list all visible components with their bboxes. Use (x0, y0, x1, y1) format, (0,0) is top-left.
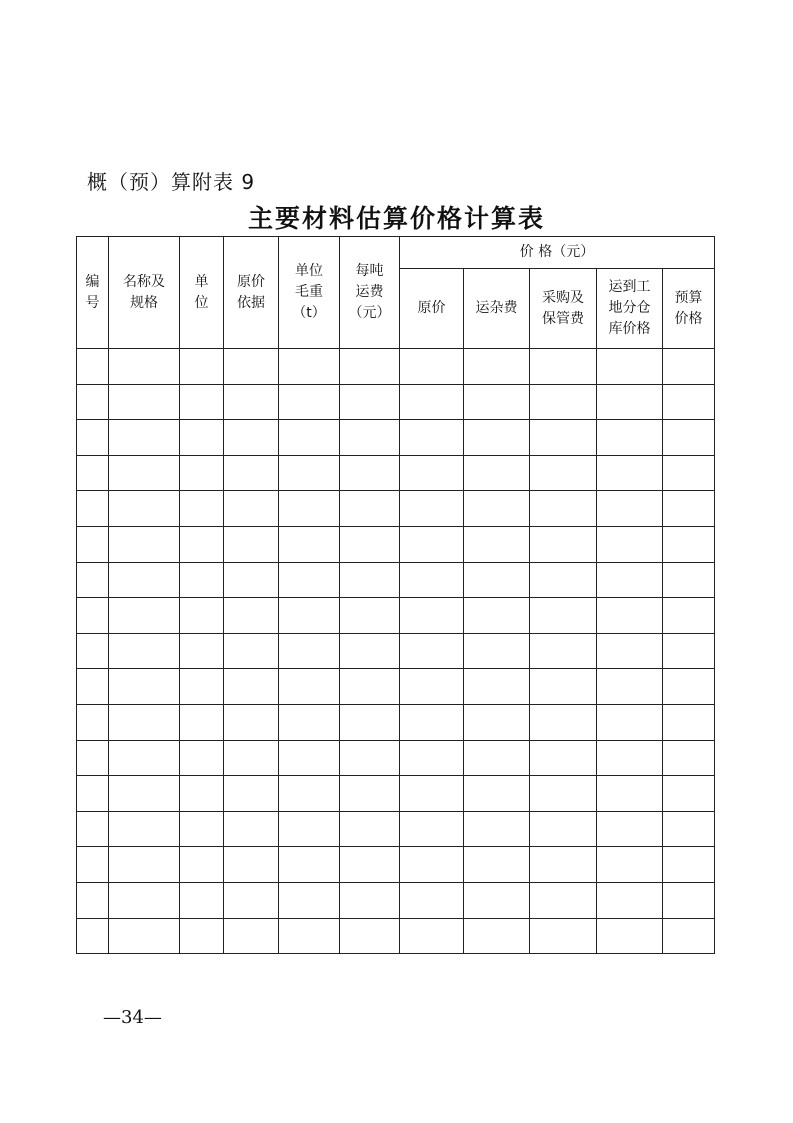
table-cell (279, 776, 340, 812)
table-cell (340, 455, 400, 491)
table-row (77, 776, 715, 812)
table-cell (400, 384, 464, 420)
table-cell (109, 882, 180, 918)
table-cell (180, 562, 224, 598)
table-cell (180, 420, 224, 456)
table-cell (109, 776, 180, 812)
material-price-table (76, 236, 715, 954)
table-cell (597, 384, 663, 420)
table-row (77, 598, 715, 634)
table-cell (663, 562, 715, 598)
col-header-unit-weight: 单位 毛重 （t） (279, 237, 340, 349)
table-cell (663, 491, 715, 527)
table-cell (279, 704, 340, 740)
table-cell (77, 633, 109, 669)
table-cell (597, 740, 663, 776)
table-cell (109, 598, 180, 634)
table-cell (279, 740, 340, 776)
table-cell (224, 847, 279, 883)
table-cell (109, 811, 180, 847)
table-cell (279, 491, 340, 527)
table-cell (77, 669, 109, 705)
table-cell (279, 349, 340, 385)
table-cell (530, 740, 597, 776)
table-cell (597, 882, 663, 918)
table-cell (224, 562, 279, 598)
table-cell (340, 704, 400, 740)
table-cell (109, 491, 180, 527)
table-cell (180, 847, 224, 883)
table-cell (180, 669, 224, 705)
table-cell (530, 669, 597, 705)
col-header-warehouse-price: 运到工 地分仓 库价格 (597, 269, 663, 349)
table-cell (597, 455, 663, 491)
table-cell (400, 918, 464, 954)
table-row (77, 740, 715, 776)
table-cell (530, 776, 597, 812)
table-cell (400, 598, 464, 634)
col-header-name-spec: 名称及 规格 (109, 237, 180, 349)
table-cell (663, 847, 715, 883)
table-row (77, 918, 715, 954)
table-cell (340, 526, 400, 562)
table-cell (180, 526, 224, 562)
table-cell (464, 669, 530, 705)
table-cell (400, 882, 464, 918)
table-cell (224, 384, 279, 420)
table-cell (464, 740, 530, 776)
table-cell (77, 420, 109, 456)
table-cell (180, 882, 224, 918)
table-cell (340, 491, 400, 527)
table-cell (340, 669, 400, 705)
table-cell (77, 776, 109, 812)
table-cell (663, 384, 715, 420)
table-cell (530, 633, 597, 669)
page-number: —34— (103, 1007, 162, 1028)
table-cell (180, 455, 224, 491)
table-cell (340, 847, 400, 883)
table-cell (597, 491, 663, 527)
table-row (77, 455, 715, 491)
table-cell (109, 562, 180, 598)
col-header-orig-price: 原价 (400, 269, 464, 349)
table-cell (279, 918, 340, 954)
table-cell (77, 882, 109, 918)
table-cell (224, 420, 279, 456)
table-cell (464, 918, 530, 954)
table-cell (224, 776, 279, 812)
table-cell (340, 811, 400, 847)
table-cell (464, 598, 530, 634)
table-cell (340, 882, 400, 918)
table-cell (597, 526, 663, 562)
table-cell (663, 776, 715, 812)
table-cell (77, 704, 109, 740)
table-cell (77, 811, 109, 847)
table-cell (464, 776, 530, 812)
table-cell (279, 598, 340, 634)
table-row (77, 349, 715, 385)
table-cell (77, 598, 109, 634)
table-cell (597, 562, 663, 598)
table-cell (279, 526, 340, 562)
table-cell (464, 420, 530, 456)
table-cell (464, 349, 530, 385)
table-cell (663, 349, 715, 385)
table-cell (464, 811, 530, 847)
table-cell (400, 526, 464, 562)
table-cell (400, 740, 464, 776)
table-cell (109, 918, 180, 954)
table-cell (279, 455, 340, 491)
table-cell (224, 669, 279, 705)
table-cell (77, 491, 109, 527)
table-cell (663, 526, 715, 562)
table-cell (597, 633, 663, 669)
table-cell (109, 847, 180, 883)
table-cell (340, 740, 400, 776)
table-row (77, 491, 715, 527)
table-cell (663, 455, 715, 491)
table-cell (663, 633, 715, 669)
table-row (77, 882, 715, 918)
table-cell (109, 669, 180, 705)
table-cell (279, 420, 340, 456)
table-cell (400, 349, 464, 385)
table-cell (109, 740, 180, 776)
table-cell (400, 811, 464, 847)
table-row (77, 847, 715, 883)
table-cell (77, 526, 109, 562)
table-cell (340, 349, 400, 385)
col-header-freight-per-ton: 每吨 运费 （元） (340, 237, 400, 349)
table-cell (464, 633, 530, 669)
table-cell (77, 847, 109, 883)
table-cell (109, 455, 180, 491)
table-cell (180, 704, 224, 740)
table-cell (400, 847, 464, 883)
table-cell (279, 633, 340, 669)
table-cell (340, 384, 400, 420)
table-cell (663, 740, 715, 776)
table-cell (224, 740, 279, 776)
table-cell (109, 704, 180, 740)
table-cell (464, 455, 530, 491)
table-cell (400, 491, 464, 527)
table-cell (597, 918, 663, 954)
table-cell (464, 847, 530, 883)
table-cell (663, 882, 715, 918)
table-cell (180, 384, 224, 420)
col-header-orig-basis: 原价 依据 (224, 237, 279, 349)
page-title: 主要材料估算价格计算表 (247, 204, 545, 233)
table-cell (530, 847, 597, 883)
table-cell (663, 420, 715, 456)
table-caption: 概（预）算附表 9 (87, 170, 256, 194)
table-cell (109, 633, 180, 669)
table-cell (340, 633, 400, 669)
table-cell (663, 918, 715, 954)
table-cell (340, 776, 400, 812)
table-cell (340, 598, 400, 634)
table-cell (77, 918, 109, 954)
table-cell (400, 633, 464, 669)
table-cell (530, 918, 597, 954)
table-cell (180, 598, 224, 634)
table-cell (224, 811, 279, 847)
table-row (77, 704, 715, 740)
table-cell (663, 669, 715, 705)
table-cell (400, 562, 464, 598)
table-cell (340, 562, 400, 598)
table-cell (224, 704, 279, 740)
table-body (77, 349, 715, 954)
table-cell (530, 882, 597, 918)
table-cell (180, 918, 224, 954)
table-cell (597, 847, 663, 883)
table-cell (180, 349, 224, 385)
table-cell (530, 598, 597, 634)
table-cell (663, 704, 715, 740)
table-cell (530, 384, 597, 420)
table-cell (530, 704, 597, 740)
table-cell (77, 455, 109, 491)
col-header-budget-price: 预算 价格 (663, 269, 715, 349)
table-row (77, 562, 715, 598)
table-cell (530, 811, 597, 847)
table-cell (279, 811, 340, 847)
table-cell (77, 349, 109, 385)
table-row (77, 669, 715, 705)
table-cell (180, 740, 224, 776)
table-cell (597, 811, 663, 847)
table-cell (530, 349, 597, 385)
table-cell (464, 882, 530, 918)
table-cell (530, 420, 597, 456)
table-cell (530, 526, 597, 562)
table-cell (400, 704, 464, 740)
table-cell (279, 384, 340, 420)
table-row (77, 420, 715, 456)
table-cell (279, 562, 340, 598)
table-cell (109, 420, 180, 456)
col-header-unit: 单 位 (180, 237, 224, 349)
table-row (77, 633, 715, 669)
table-row (77, 384, 715, 420)
table-cell (224, 491, 279, 527)
table-cell (224, 598, 279, 634)
table-cell (400, 420, 464, 456)
table-cell (224, 633, 279, 669)
col-header-misc-freight: 运杂费 (464, 269, 530, 349)
table-cell (77, 384, 109, 420)
table-cell (180, 633, 224, 669)
table-cell (224, 349, 279, 385)
table-cell (279, 882, 340, 918)
table-cell (224, 882, 279, 918)
table-cell (597, 776, 663, 812)
table-cell (180, 776, 224, 812)
col-header-purchase-storage: 采购及 保管费 (530, 269, 597, 349)
col-header-number: 编 号 (77, 237, 109, 349)
table-cell (597, 420, 663, 456)
table-cell (77, 740, 109, 776)
table-cell (464, 384, 530, 420)
table-cell (597, 704, 663, 740)
table-cell (464, 526, 530, 562)
table-cell (400, 669, 464, 705)
table-cell (464, 562, 530, 598)
table-cell (464, 491, 530, 527)
table-cell (400, 455, 464, 491)
table-cell (597, 669, 663, 705)
table-cell (224, 918, 279, 954)
table-cell (279, 669, 340, 705)
table-cell (530, 562, 597, 598)
table-cell (597, 598, 663, 634)
table-cell (224, 526, 279, 562)
table-cell (597, 349, 663, 385)
table-cell (279, 847, 340, 883)
table-cell (530, 491, 597, 527)
table-cell (340, 420, 400, 456)
table-cell (224, 455, 279, 491)
table-cell (663, 598, 715, 634)
table-cell (530, 455, 597, 491)
table-cell (109, 526, 180, 562)
table-row (77, 811, 715, 847)
table-cell (77, 562, 109, 598)
table-row (77, 526, 715, 562)
table-cell (464, 704, 530, 740)
table-cell (663, 811, 715, 847)
table-cell (340, 918, 400, 954)
col-header-price-group: 价 格（元） (400, 237, 715, 269)
table-cell (400, 776, 464, 812)
table-cell (109, 384, 180, 420)
table-cell (180, 811, 224, 847)
table-cell (109, 349, 180, 385)
table-cell (180, 491, 224, 527)
